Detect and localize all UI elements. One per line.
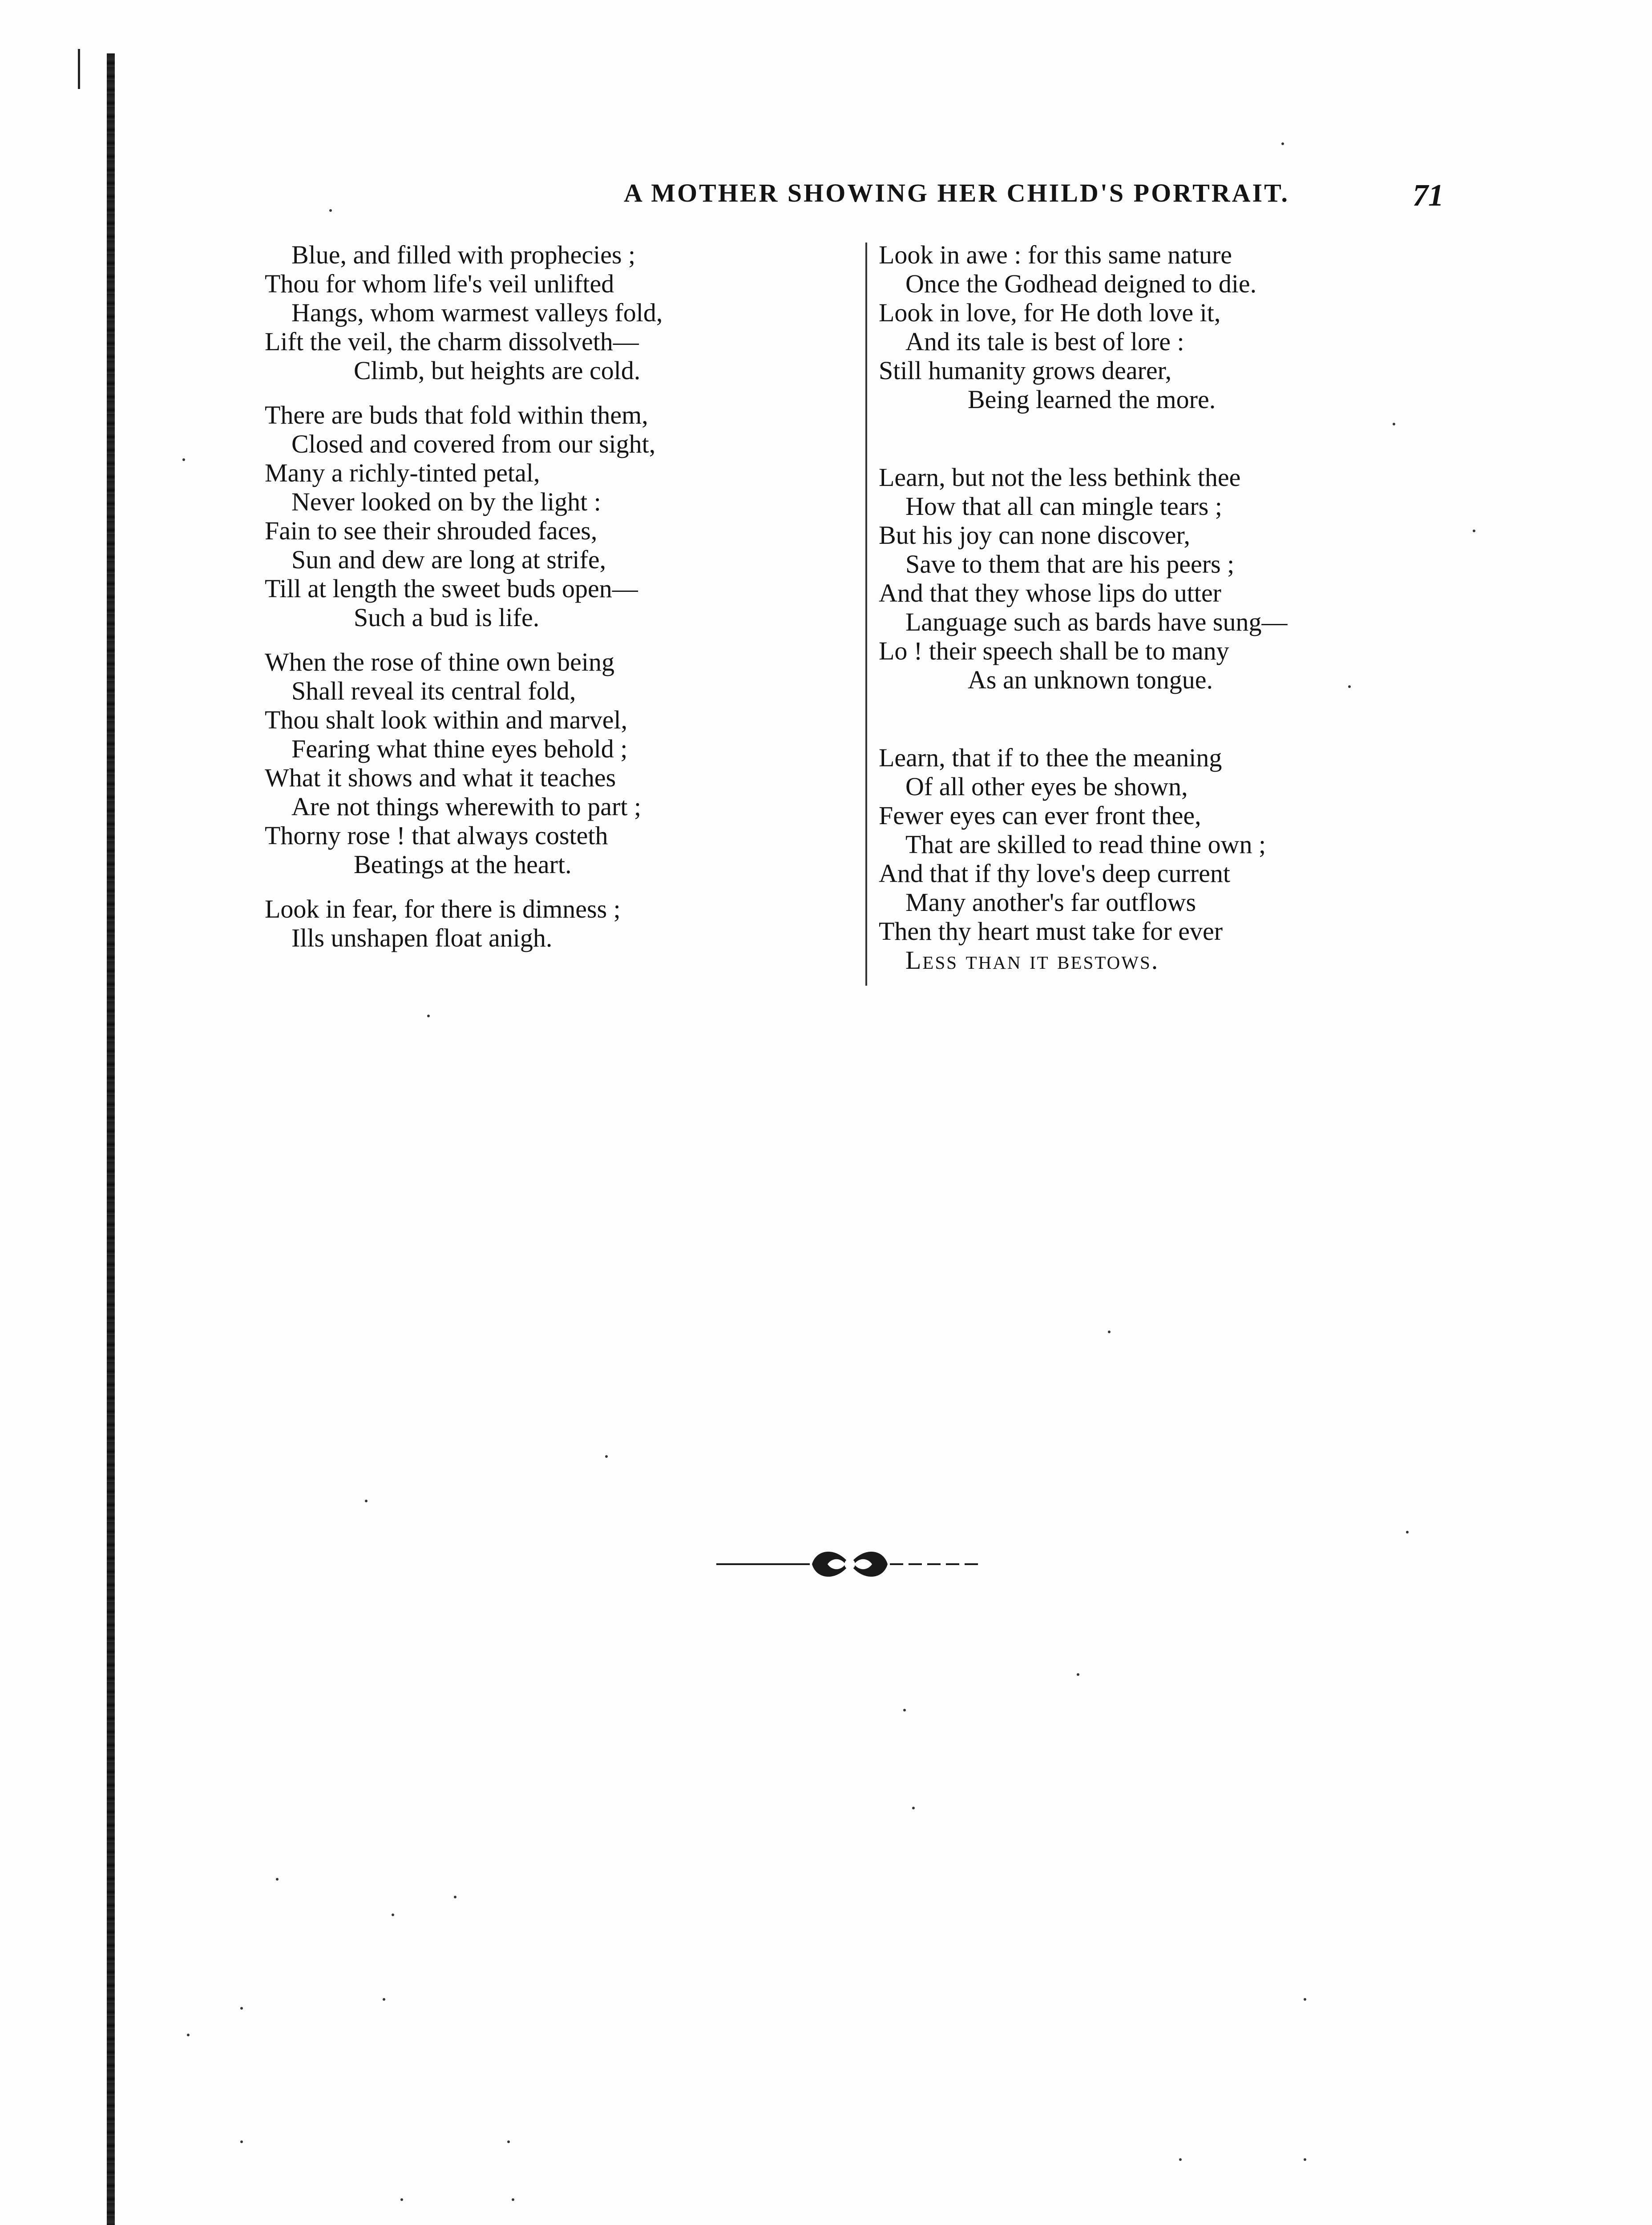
poem-line: Less than it bestows.	[905, 946, 1159, 975]
page-binding-mark	[78, 49, 80, 89]
paper-speck	[903, 1709, 906, 1711]
poem-line: And its tale is best of lore :	[905, 327, 1184, 356]
paper-speck	[1281, 142, 1284, 145]
paper-speck	[1406, 1531, 1409, 1533]
stanza	[265, 894, 821, 952]
poem-line: There are buds that fold within them,	[265, 400, 648, 429]
poem-line: Sun and dew are long at strife,	[291, 545, 606, 574]
poem-line: Language such as bards have sung—	[905, 607, 1288, 636]
poem-line: Blue, and filled with prophecies ;	[291, 240, 636, 269]
poem-column-left	[265, 240, 821, 968]
paper-speck	[1304, 2158, 1306, 2161]
page-binding-edge	[107, 53, 115, 2225]
poem-line: Lo ! their speech shall be to many	[879, 636, 1229, 665]
paper-speck	[329, 209, 332, 212]
paper-speck	[400, 2198, 403, 2201]
poem-line: Look in awe : for this same nature	[879, 240, 1232, 269]
poem-line: Look in fear, for there is dimness ;	[265, 894, 621, 923]
fleuron-ornament-icon	[716, 1544, 983, 1584]
poem-line: But his joy can none discover,	[879, 521, 1190, 550]
paper-speck	[912, 1807, 915, 1809]
poem-line: Never looked on by the light :	[291, 487, 601, 516]
paper-speck	[1393, 423, 1395, 425]
poem-line: That are skilled to read thine own ;	[905, 830, 1266, 859]
poem-line: Closed and covered from our sight,	[291, 429, 656, 458]
paper-speck	[454, 1896, 456, 1898]
poem-line: Many another's far outflows	[905, 888, 1196, 917]
paper-speck	[427, 1015, 430, 1017]
paper-speck	[240, 2007, 243, 2010]
poem-line: Of all other eyes be shown,	[905, 772, 1188, 801]
paper-speck	[187, 2034, 190, 2036]
poem-line: Are not things wherewith to part ;	[291, 792, 642, 821]
paper-speck	[365, 1500, 368, 1502]
column-rule	[865, 243, 867, 986]
paper-speck	[1179, 2158, 1182, 2161]
stanza	[879, 743, 1390, 975]
poem-line: Many a richly-tinted petal,	[265, 458, 540, 487]
paper-speck	[1473, 530, 1475, 532]
poem-line: Thorny rose ! that always costeth	[265, 821, 608, 850]
paper-speck	[240, 2140, 243, 2143]
poem-line: Thou for whom life's veil unlifted	[265, 269, 614, 298]
poem-column-right	[879, 240, 1390, 990]
poem-line: Climb, but heights are cold.	[354, 356, 641, 385]
poem-line: Hangs, whom warmest valleys fold,	[291, 298, 663, 327]
poem-line: Still humanity grows dearer,	[879, 356, 1172, 385]
poem-line: Shall reveal its central fold,	[291, 676, 576, 705]
poem-line: Then thy heart must take for ever	[879, 917, 1223, 946]
poem-line: And that if thy love's deep current	[879, 859, 1230, 888]
paper-speck	[1108, 1331, 1111, 1333]
paper-speck	[512, 2198, 514, 2201]
stanza	[265, 647, 821, 879]
stanza	[265, 240, 821, 385]
paper-speck	[182, 458, 185, 461]
stanza	[879, 463, 1390, 694]
paper-speck	[1304, 1998, 1306, 2001]
poem-line: Ills unshapen float anigh.	[291, 923, 553, 952]
paper-speck	[1348, 685, 1351, 688]
poem-line: When the rose of thine own being	[265, 647, 615, 676]
paper-speck	[605, 1455, 608, 1458]
paper-speck	[276, 1878, 279, 1881]
poem-line: Thou shalt look within and marvel,	[265, 705, 628, 734]
poem-line: Such a bud is life.	[354, 603, 540, 632]
stanza	[265, 400, 821, 632]
paper-speck	[507, 2140, 510, 2143]
poem-line: And that they whose lips do utter	[879, 578, 1222, 607]
poem-line: How that all can mingle tears ;	[905, 492, 1222, 521]
poem-line: Learn, but not the less bethink thee	[879, 463, 1241, 492]
running-head: A MOTHER SHOWING HER CHILD'S PORTRAIT.	[624, 178, 1289, 207]
paper-speck	[1077, 1673, 1079, 1676]
poem-line: Once the Godhead deigned to die.	[905, 269, 1257, 298]
poem-line: Being learned the more.	[968, 385, 1216, 414]
poem-line: Fearing what thine eyes behold ;	[291, 734, 628, 763]
stanza	[879, 240, 1390, 414]
page-number: 71	[1413, 178, 1444, 213]
poem-line: Till at length the sweet buds open—	[265, 574, 638, 603]
poem-line: Fewer eyes can ever front thee,	[879, 801, 1201, 830]
poem-line: What it shows and what it teaches	[265, 763, 616, 792]
poem-line: Fain to see their shrouded faces,	[265, 516, 598, 545]
poem-line: As an unknown tongue.	[968, 665, 1213, 694]
poem-line: Lift the veil, the charm dissolveth—	[265, 327, 639, 356]
paper-speck	[392, 1914, 394, 1916]
poem-line: Look in love, for He doth love it,	[879, 298, 1221, 327]
poem-line: Save to them that are his peers ;	[905, 550, 1235, 578]
paper-speck	[383, 1998, 385, 2001]
poem-line: Beatings at the heart.	[354, 850, 572, 879]
poem-line: Learn, that if to thee the meaning	[879, 743, 1222, 772]
